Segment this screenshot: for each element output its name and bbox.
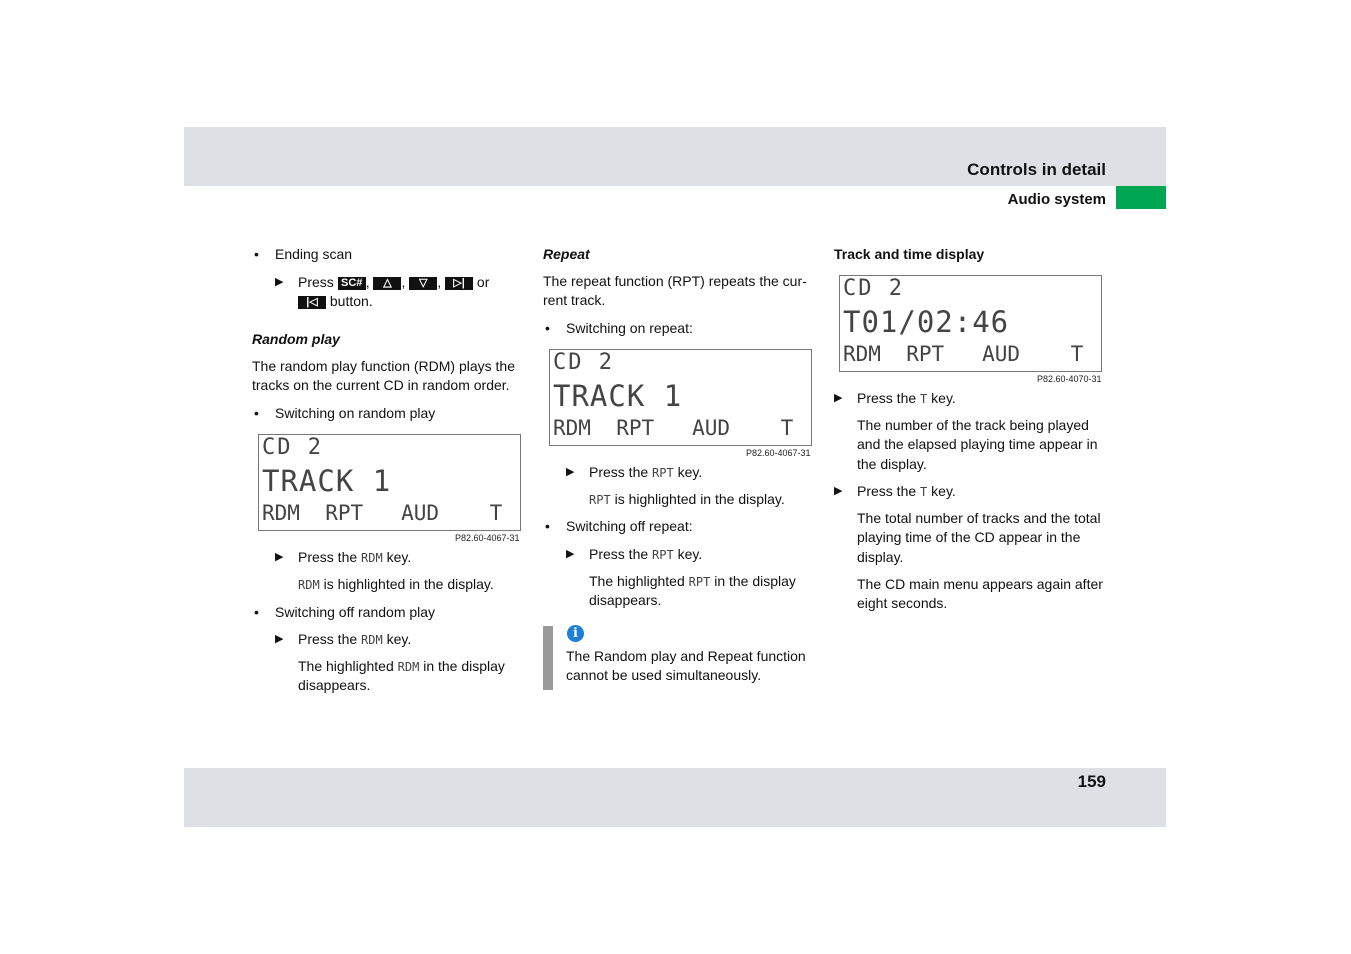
press-rdm-line-2: Press the RDM key. <box>298 631 412 647</box>
time-desc-2-2: playing time of the CD appear in the <box>857 529 1081 545</box>
repeat-desc-2: rent track. <box>543 292 606 308</box>
lcd-line-1: CD 2 <box>262 435 323 460</box>
repeat-desc-1: The repeat function (RPT) repeats the cur- <box>543 273 807 289</box>
lcd-line-2: TRACK 1 <box>262 464 392 498</box>
arrow-icon: ▶ <box>566 548 575 560</box>
switch-on-repeat-bullet: • Switching on repeat: <box>566 319 693 338</box>
lcd-line-3: RDM RPT AUD T <box>262 501 503 525</box>
random-play-heading: Random play <box>252 331 340 347</box>
time-desc-3-2: eight seconds. <box>857 595 948 611</box>
time-desc-3-1: The CD main menu appears again after <box>857 576 1103 592</box>
press-keys-line: Press SC# , △ , ▽ , ▷| or <box>298 274 490 290</box>
time-desc-1-2: and the elapsed playing time appear in <box>857 436 1098 452</box>
triangle-up-icon: △ <box>373 277 401 290</box>
repeat-heading: Repeat <box>543 246 590 262</box>
random-desc-1: The random play function (RDM) plays the <box>252 358 515 374</box>
figure-ref: P82.60-4067-31 <box>455 533 520 543</box>
arrow-icon: ▶ <box>566 466 575 478</box>
footer-band <box>184 768 1166 827</box>
info-icon: i <box>567 625 584 642</box>
arrow-icon: ▶ <box>275 551 284 563</box>
press-t-line: Press the T key. <box>857 390 956 406</box>
section-title: Controls in detail <box>967 160 1106 179</box>
press-rdm-line: Press the RDM key. <box>298 549 412 565</box>
lcd-line-3: RDM RPT AUD T <box>553 416 794 440</box>
switch-on-random-bullet: • Switching on random play <box>275 404 435 423</box>
rdm-highlighted-line: RDM is highlighted in the display. <box>298 576 494 592</box>
time-desc-2-1: The total number of tracks and the total <box>857 510 1101 526</box>
random-desc-2: tracks on the current CD in random order. <box>252 377 510 393</box>
skip-back-icon: |◁ <box>298 296 326 309</box>
sc-key: SC# <box>338 277 366 290</box>
arrow-icon: ▶ <box>834 485 843 497</box>
lcd-line-1: CD 2 <box>843 276 904 301</box>
arrow-icon: ▶ <box>275 276 284 288</box>
lcd-line-3: RDM RPT AUD T <box>843 342 1084 366</box>
arrow-icon: ▶ <box>834 392 843 404</box>
rdm-disappears-line: The highlighted RDM in the display <box>298 658 505 674</box>
track-time-heading: Track and time display <box>834 246 985 262</box>
rpt-disappears-line: The highlighted RPT in the display <box>589 573 796 589</box>
press-t-line-2: Press the T key. <box>857 483 956 499</box>
lcd-line-2: T01/02:46 <box>843 305 1010 339</box>
rdm-disappears-line-2: disappears. <box>298 677 371 693</box>
time-desc-1-3: the display. <box>857 456 927 472</box>
skip-forward-icon: ▷| <box>445 277 473 290</box>
section-tab-marker <box>1116 186 1166 209</box>
rpt-highlighted-line: RPT is highlighted in the display. <box>589 491 785 507</box>
section-subtitle: Audio system <box>1007 191 1106 208</box>
press-rpt-line: Press the RPT key. <box>589 464 703 480</box>
info-note-text-2: cannot be used simultaneously. <box>566 667 762 683</box>
info-note-bar <box>543 626 553 690</box>
figure-ref: P82.60-4070-31 <box>1037 374 1102 384</box>
lcd-line-2: TRACK 1 <box>553 379 683 413</box>
time-desc-2-3: display. <box>857 549 904 565</box>
arrow-icon: ▶ <box>275 633 284 645</box>
lcd-display-repeat <box>549 349 812 446</box>
switch-off-repeat-bullet: • Switching off repeat: <box>566 517 693 536</box>
lcd-display-random <box>258 434 521 531</box>
press-keys-line-2: |◁ button. <box>298 292 373 311</box>
figure-ref: P82.60-4067-31 <box>746 448 811 458</box>
lcd-line-1: CD 2 <box>553 350 614 375</box>
ending-scan-bullet: • Ending scan <box>275 245 352 264</box>
rpt-disappears-line-2: disappears. <box>589 592 662 608</box>
triangle-down-icon: ▽ <box>409 277 437 290</box>
info-note-text-1: The Random play and Repeat function <box>566 648 806 664</box>
press-rpt-line-2: Press the RPT key. <box>589 546 703 562</box>
page-number: 159 <box>1077 772 1106 791</box>
switch-off-random-bullet: • Switching off random play <box>275 603 435 622</box>
time-desc-1-1: The number of the track being played <box>857 417 1089 433</box>
lcd-display-time <box>839 275 1102 372</box>
